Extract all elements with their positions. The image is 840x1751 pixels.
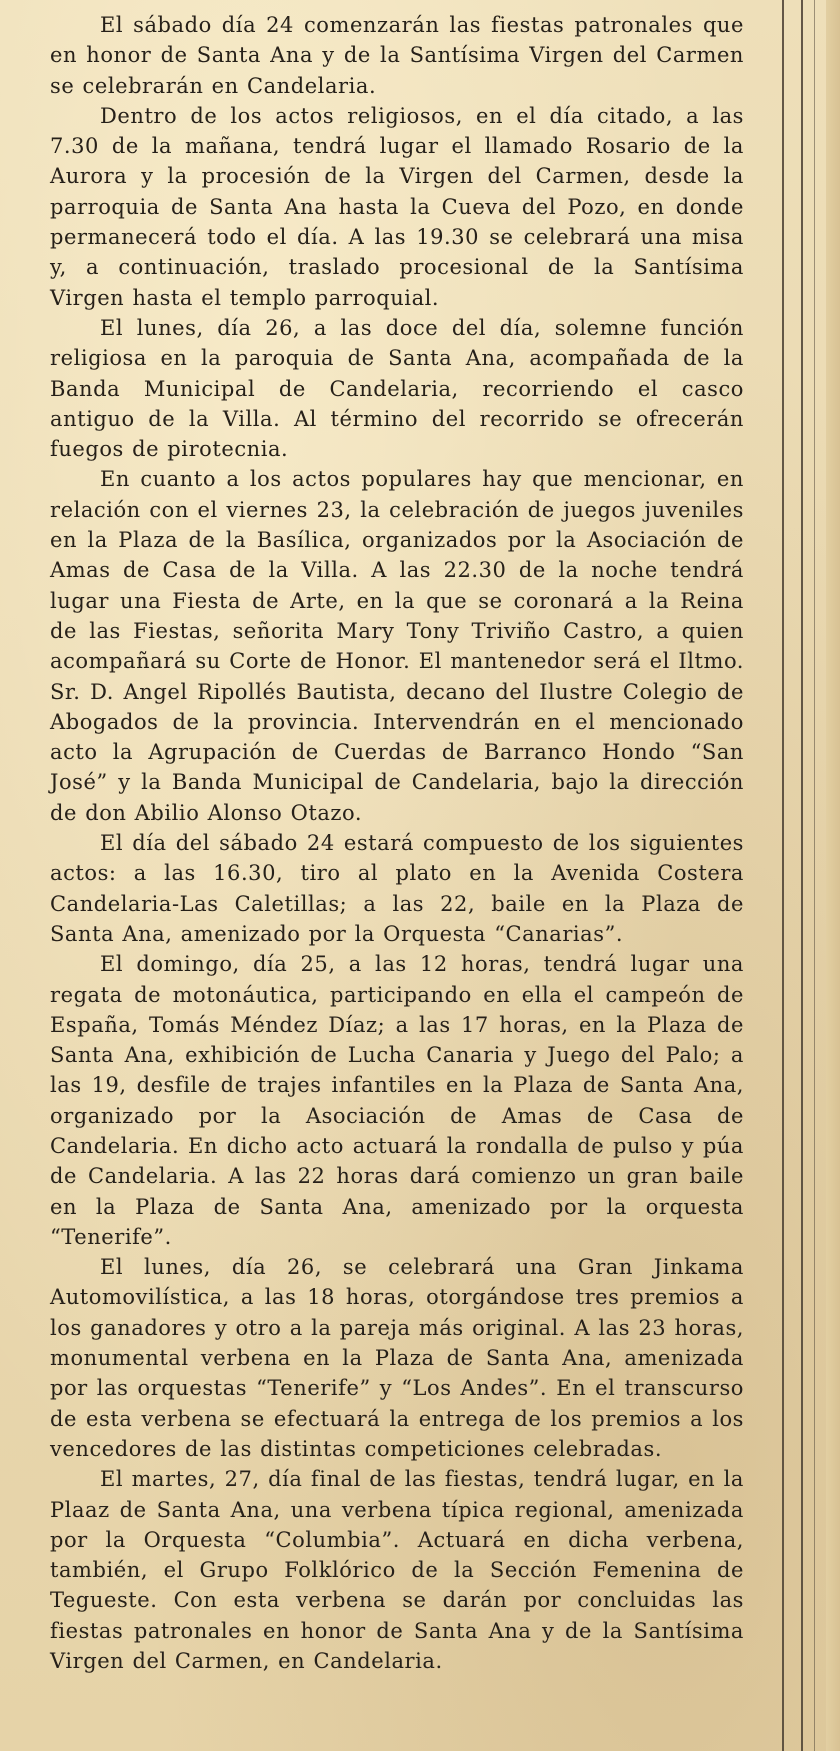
- paragraph-popular-acts: En cuanto a los actos populares hay que mencionar, en relación con el viernes 23, la celebración de juegos juveniles en la Plaza de la Basílica, organizados por la Asociación de Amas de Casa de la Villa. A las 22.30 de la noche tendrá lugar una Fiesta de Arte, en la que se coronará a la Reina de las Fiestas, señorita Mary Tony Triviño Castro, a quien acompañará su Corte de Honor. El mantenedor será el Iltmo. Sr. D. Angel Ripollés Bautista, decano del Ilustre Colegio de Abogados de la provincia. Intervendrán en el mencionado acto la Agrupación de Cuerdas de Barranco Hondo “San José” y la Banda Municipal de Candelaria, bajo la dirección de don Abilio Alonso Otazo.: [50, 467, 744, 825]
- paragraph-saturday: El día del sábado 24 estará compuesto de los siguientes actos: a las 16.30, tiro al plato en la Avenida Costera Candelaria-Las Caletillas; a las 22, baile en la Plaza de Santa Ana, amenizado por la Orquesta “Canarias”.: [50, 831, 744, 946]
- paragraph-monday-function: El lunes, día 26, a las doce del día, solemne función religiosa en la paroquia de Santa Ana, acompañada de la Banda Municipal de Candelaria, recorriendo el casco antiguo de la Villa. Al término del recorrido se ofrecerán fuegos de pirotecnia.: [50, 315, 744, 462]
- column-rule-faint: [814, 0, 815, 1751]
- adjacent-column-edge: [826, 0, 840, 1751]
- article-column: [50, 10, 744, 1676]
- paragraph-sunday: El domingo, día 25, a las 12 horas, tendrá lugar una regata de motonáutica, participando en ella el campeón de España, Tomás Méndez Díaz; a las 17 horas, en la Plaza de Santa Ana, exhibición de Lucha Canaria y Juego del Palo; a las 19, desfile de trajes infantiles en la Plaza de Santa Ana, organizado por la Asociación de Amas de Casa de Candelaria. En dicho acto actuará la rondalla de pulso y púa de Candelaria. A las 22 horas dará comienzo un gran baile en la Plaza de Santa Ana, amenizado por la orquesta “Tenerife”.: [50, 952, 744, 1249]
- paragraph-monday-verbena: El lunes, día 26, se celebrará una Gran Jinkama Automovilística, a las 18 horas, otorgándose tres premios a los ganadores y otro a la pareja más original. A las 23 horas, monumental verbena en la Plaza de Santa Ana, amenizada por las orquestas “Tenerife” y “Los Andes”. En el transcurso de esta verbena se efectuará la entrega de los premios a los vencedores de las distintas competiciones celebradas.: [50, 1255, 744, 1461]
- paragraph-religious-acts: Dentro de los actos religiosos, en el día citado, a las 7.30 de la mañana, tendrá lugar el llamado Rosario de la Aurora y la procesión de la Virgen del Carmen, desde la parroquia de Santa Ana hasta la Cueva del Pozo, en donde permanecerá todo el día. A las 19.30 se celebrará una misa y, a continuación, traslado procesional de la Santísima Virgen hasta el templo parroquial.: [50, 103, 744, 310]
- column-rule-right: [801, 0, 803, 1751]
- paragraph-tuesday-final: El martes, 27, día final de las fiestas, tendrá lugar, en la Plaaz de Santa Ana, una verbena típica regional, amenizada por la Orquesta “Columbia”. Actuará en dicha verbena, también, el Grupo Folklórico de la Sección Femenina de Tegueste. Con esta verbena se darán por concluidas las fiestas patronales en honor de Santa Ana y de la Santísima Virgen del Carmen, en Candelaria.: [50, 1467, 744, 1674]
- column-rule-left: [782, 0, 784, 1751]
- paragraph-intro: El sábado día 24 comenzarán las fiestas patronales que en honor de Santa Ana y de la Santísima Virgen del Carmen se celebrarán en Candelaria.: [50, 13, 744, 98]
